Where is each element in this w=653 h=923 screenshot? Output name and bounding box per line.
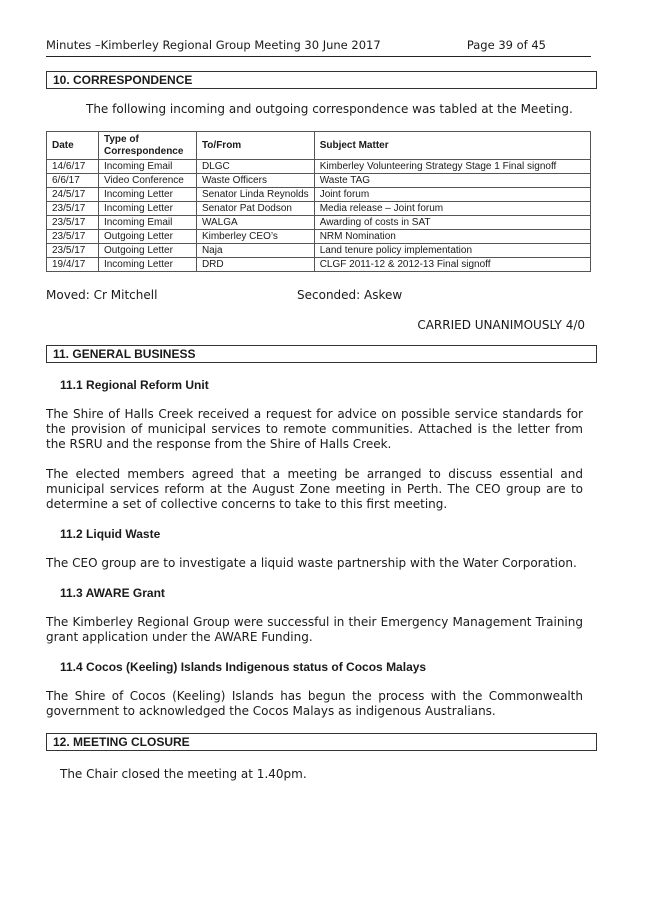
cell-to-from: Waste Officers	[196, 174, 314, 188]
cell-to-from: Naja	[196, 244, 314, 258]
cell-to-from: Senator Pat Dodson	[196, 202, 314, 216]
table-row	[47, 202, 591, 216]
cell-to-from: WALGA	[196, 216, 314, 230]
cell-type: Incoming Letter	[98, 202, 196, 216]
subheading-liquid-waste: 11.2 Liquid Waste	[60, 527, 161, 541]
cell-type: Video Conference	[98, 174, 196, 188]
cell-date: 23/5/17	[47, 244, 99, 258]
cell-to-from: DLGC	[196, 160, 314, 174]
cell-to-from: DRD	[196, 258, 314, 272]
paragraph-liquid-waste: The CEO group are to investigate a liquid waste partnership with the Water Corporation.	[46, 556, 577, 570]
cell-to-from: Kimberley CEO’s	[196, 230, 314, 244]
table-row	[47, 258, 591, 272]
table-row	[47, 174, 591, 188]
table-header-row	[47, 132, 591, 160]
cell-to-from: Senator Linda Reynolds	[196, 188, 314, 202]
cell-date: 23/5/17	[47, 202, 99, 216]
column-header-to-from: To/From	[196, 132, 314, 160]
cell-date: 19/4/17	[47, 258, 99, 272]
cell-type: Incoming Email	[98, 160, 196, 174]
table-row	[47, 188, 591, 202]
correspondence-intro: The following incoming and outgoing correspondence was tabled at the Meeting.	[86, 102, 573, 116]
column-header-type: Type of Correspondence	[98, 132, 196, 160]
cell-type: Incoming Email	[98, 216, 196, 230]
paragraph-regional-reform-1: The Shire of Halls Creek received a request for advice on possible service standards for the provision of municipal services to remote communities. Attached is the letter from the RSRU and the response from the Shire of Halls Creek.	[46, 407, 583, 451]
cell-subject: Joint forum	[314, 188, 590, 202]
cell-date: 24/5/17	[47, 188, 99, 202]
section-heading-meeting-closure: 12. MEETING CLOSURE	[46, 733, 597, 751]
section-heading-general-business: 11. GENERAL BUSINESS	[46, 345, 597, 363]
page-header	[46, 38, 591, 57]
header-title: Minutes –Kimberley Regional Group Meeting 30 June 2017	[46, 38, 381, 52]
cell-subject: Awarding of costs in SAT	[314, 216, 590, 230]
section-heading-correspondence: 10. CORRESPONDENCE	[46, 71, 597, 89]
cell-subject: Land tenure policy implementation	[314, 244, 590, 258]
cell-subject: NRM Nomination	[314, 230, 590, 244]
cell-subject: Waste TAG	[314, 174, 590, 188]
cell-type: Outgoing Letter	[98, 244, 196, 258]
table-row	[47, 160, 591, 174]
cell-date: 14/6/17	[47, 160, 99, 174]
seconded-by: Seconded: Askew	[297, 288, 403, 302]
cell-type: Incoming Letter	[98, 188, 196, 202]
column-header-subject: Subject Matter	[314, 132, 590, 160]
cell-subject: Kimberley Volunteering Strategy Stage 1 Final signoff	[314, 160, 590, 174]
paragraph-aware-grant: The Kimberley Regional Group were successful in their Emergency Management Training grant application under the AWARE Funding.	[46, 615, 583, 644]
cell-date: 6/6/17	[47, 174, 99, 188]
subheading-cocos-islands: 11.4 Cocos (Keeling) Islands Indigenous status of Cocos Malays	[60, 660, 427, 674]
column-header-date: Date	[47, 132, 99, 160]
table-row	[47, 244, 591, 258]
cell-date: 23/5/17	[47, 230, 99, 244]
cell-date: 23/5/17	[47, 216, 99, 230]
paragraph-regional-reform-2: The elected members agreed that a meeting be arranged to discuss essential and municipal services reform at the August Zone meeting in Perth. The CEO group are to determine a set of collective concerns to take to this first meeting.	[46, 467, 583, 511]
closing-statement: The Chair closed the meeting at 1.40pm.	[60, 767, 307, 781]
cell-subject: CLGF 2011-12 & 2012-13 Final signoff	[314, 258, 590, 272]
cell-type: Outgoing Letter	[98, 230, 196, 244]
subheading-regional-reform: 11.1 Regional Reform Unit	[60, 378, 209, 392]
carried-result: CARRIED UNANIMOUSLY 4/0	[417, 318, 585, 332]
header-page-number: Page 39 of 45	[466, 38, 546, 52]
subheading-aware-grant: 11.3 AWARE Grant	[60, 586, 165, 600]
cell-type: Incoming Letter	[98, 258, 196, 272]
correspondence-table	[46, 131, 591, 272]
table-row	[47, 230, 591, 244]
moved-by: Moved: Cr Mitchell	[46, 288, 158, 302]
table-row	[47, 216, 591, 230]
paragraph-cocos-islands: The Shire of Cocos (Keeling) Islands has begun the process with the Commonwealth government to acknowledged the Cocos Malays as indigenous Australians.	[46, 689, 583, 718]
cell-subject: Media release – Joint forum	[314, 202, 590, 216]
